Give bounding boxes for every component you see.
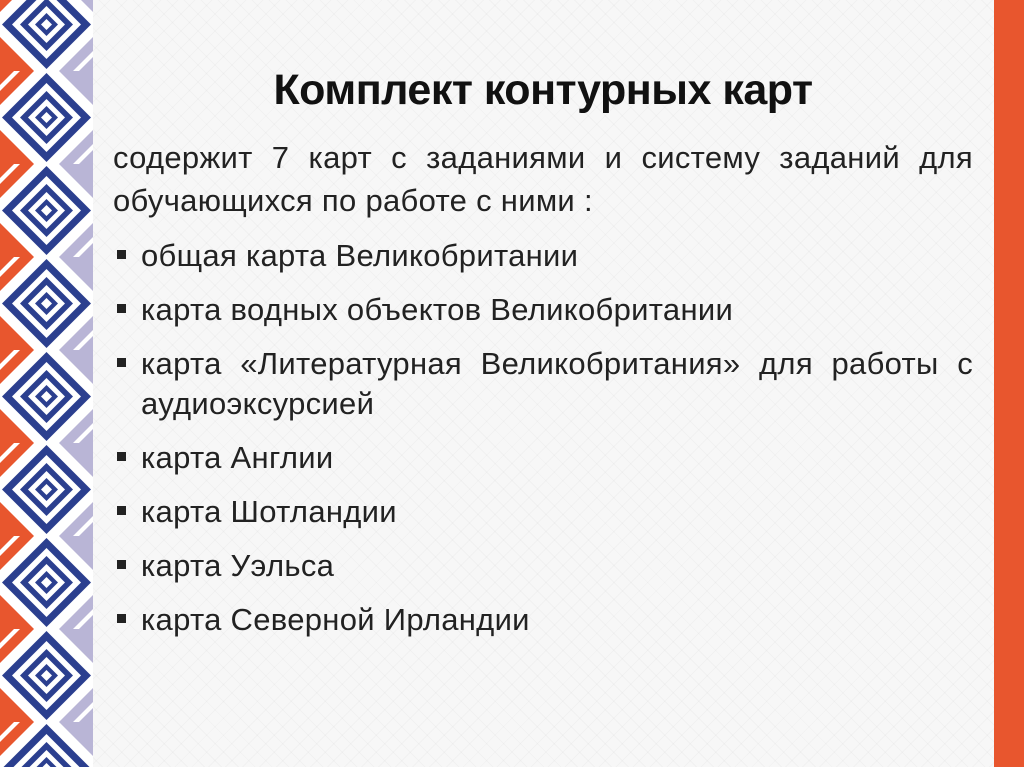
- list-item-text: карта водных объектов Великобритании: [141, 292, 734, 327]
- list-item-text: карта Англии: [141, 440, 334, 475]
- square-bullet-icon: [117, 250, 126, 259]
- list-item-text: карта Шотландии: [141, 494, 397, 529]
- square-bullet-icon: [117, 452, 126, 461]
- list-item-text: карта «Литературная Великобритания» для работы с аудиоэксурсией: [141, 346, 973, 421]
- list-item-text: карта Северной Ирландии: [141, 602, 530, 637]
- accent-bar: [994, 0, 1024, 767]
- list-item: [113, 290, 973, 330]
- square-bullet-icon: [117, 358, 126, 367]
- list-item-text: общая карта Великобритании: [141, 238, 579, 273]
- list-item: [113, 546, 973, 586]
- slide-title: Комплект контурных карт: [273, 66, 813, 114]
- list-item-text: карта Уэльса: [141, 548, 335, 583]
- intro-text: содержит 7 карт с заданиями и систему заданий для обучающихся по работе с ними :: [113, 140, 973, 218]
- square-bullet-icon: [117, 560, 126, 569]
- ornament-border: [0, 0, 93, 767]
- square-bullet-icon: [117, 506, 126, 515]
- list-item: [113, 344, 973, 424]
- square-bullet-icon: [117, 304, 126, 313]
- list-item: [113, 492, 973, 532]
- list-item: [113, 236, 973, 276]
- list-item: [113, 600, 973, 640]
- list-item: [113, 438, 973, 478]
- square-bullet-icon: [117, 614, 126, 623]
- slide-content: [113, 52, 973, 640]
- map-list: [113, 236, 973, 640]
